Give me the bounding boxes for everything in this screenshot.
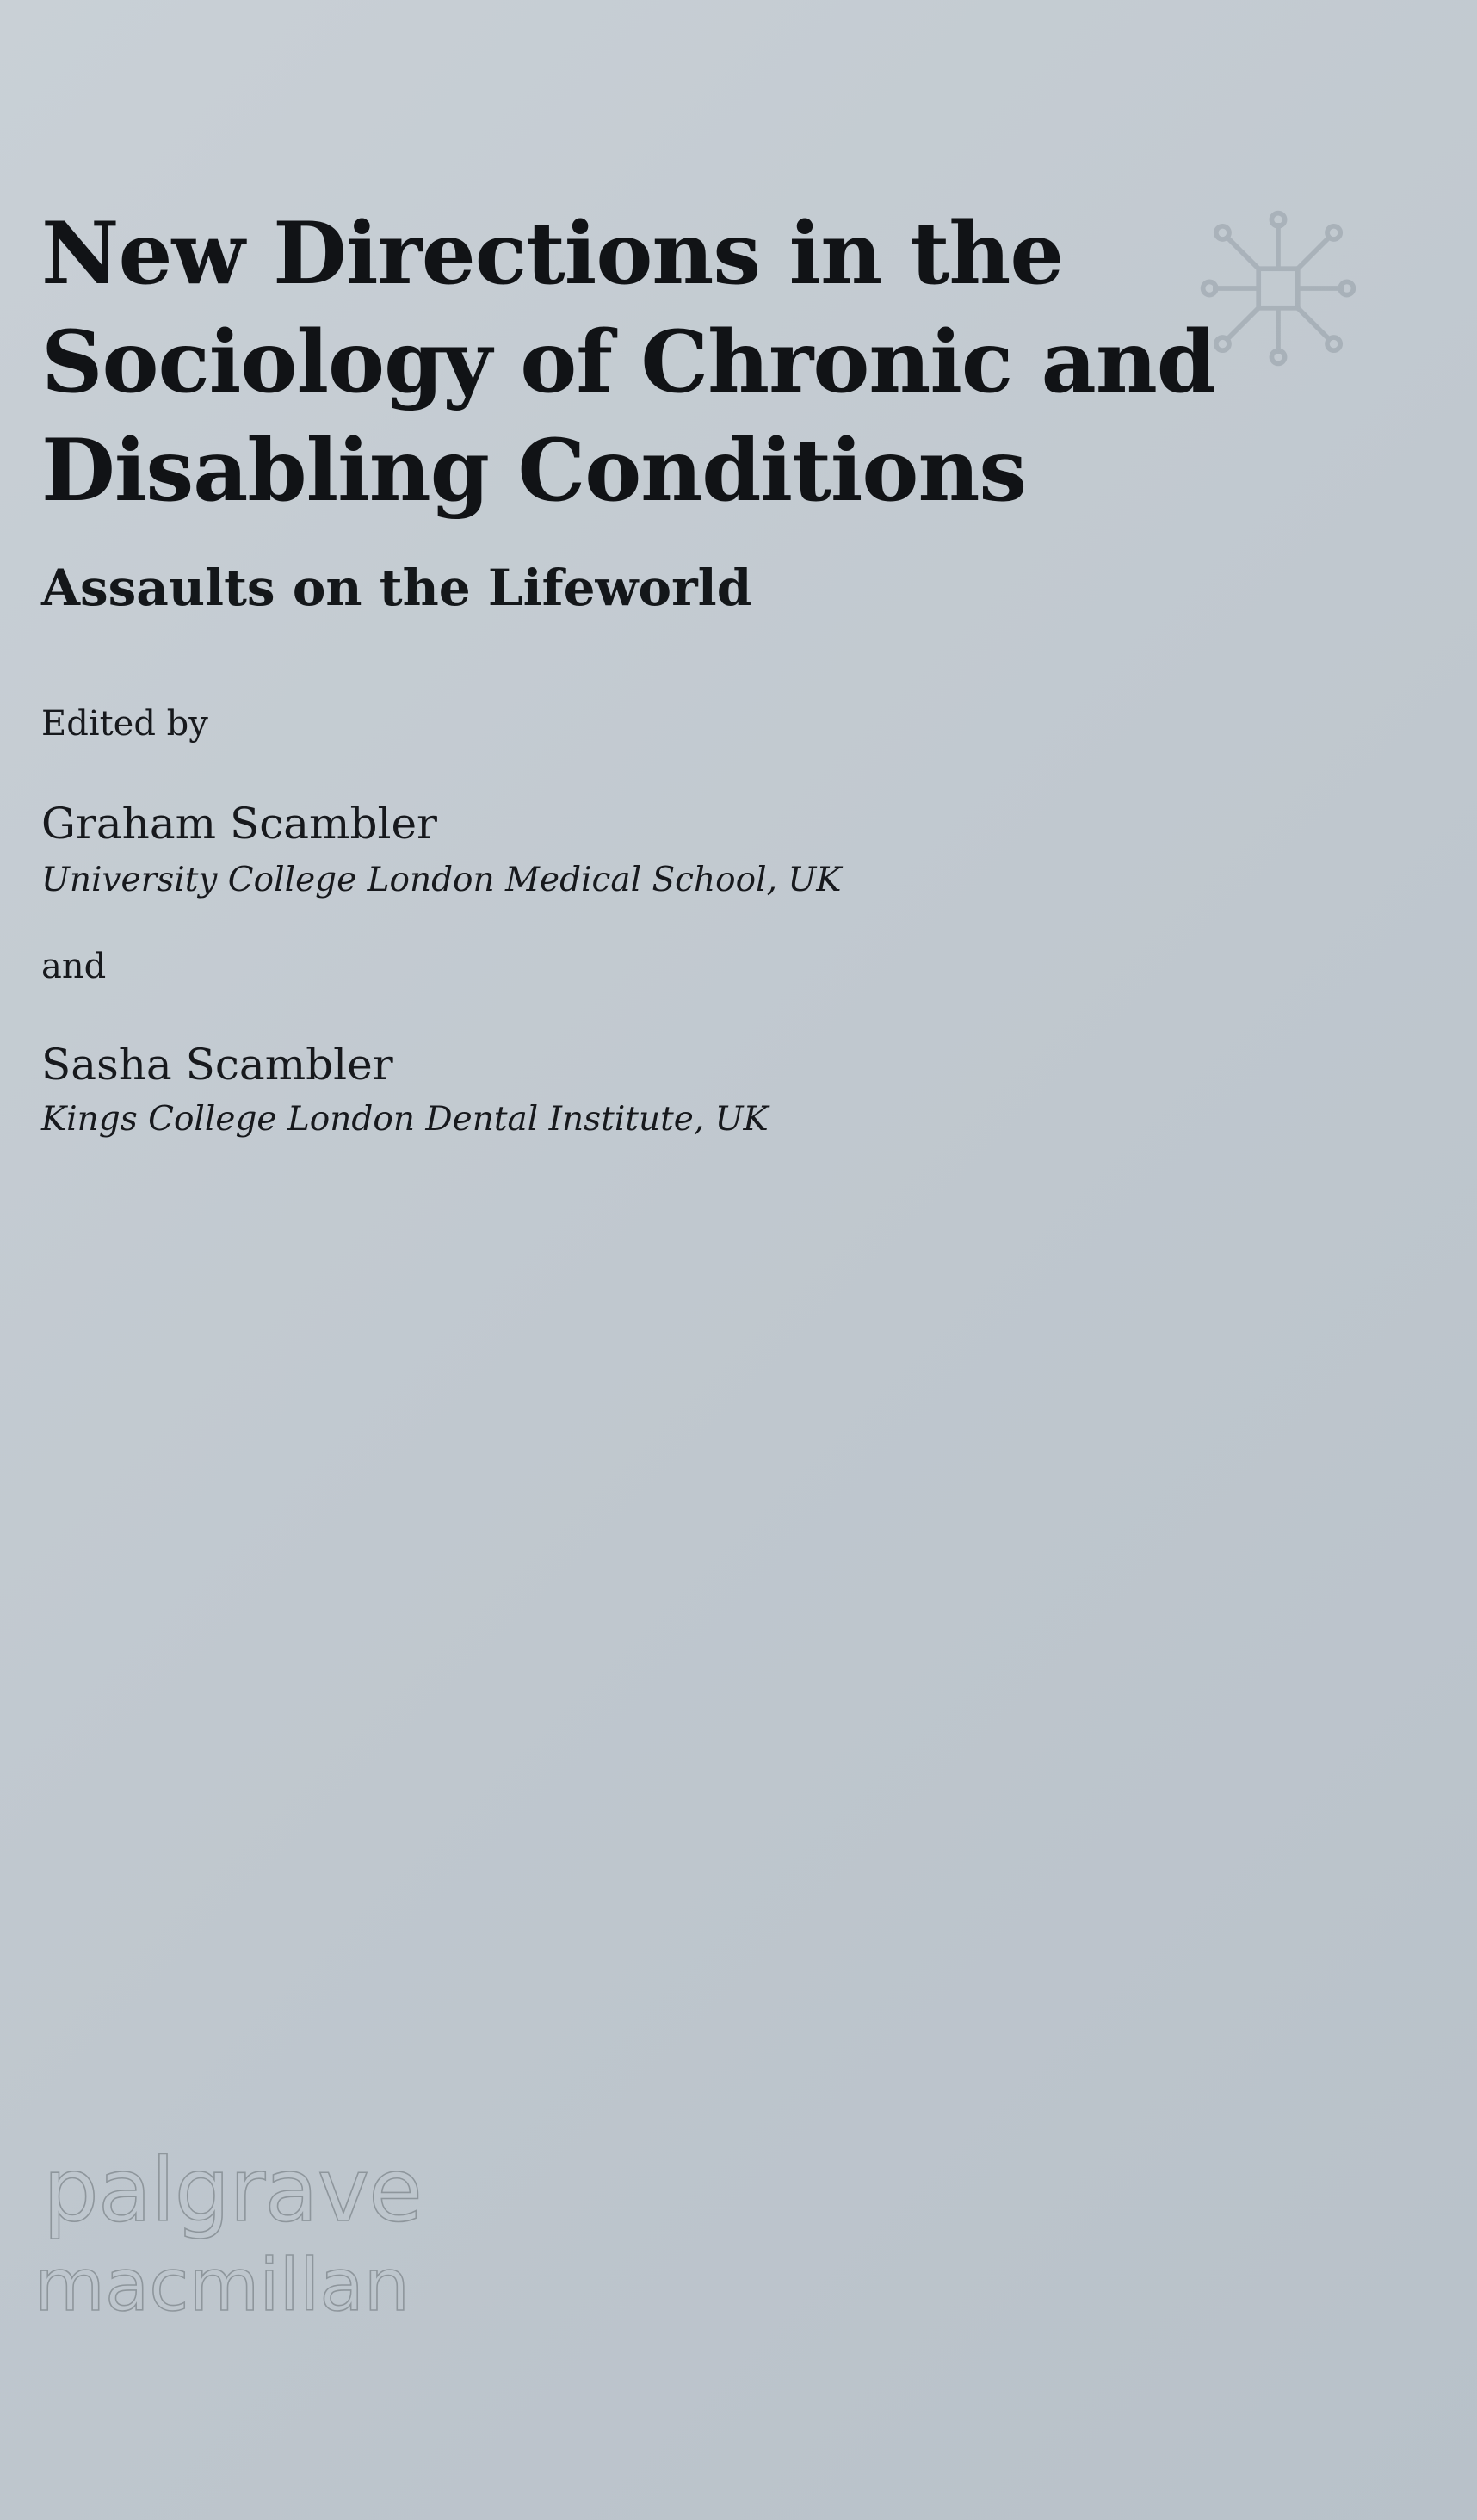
- editor-name: Graham Scambler: [41, 799, 437, 849]
- palgrave-macmillan-logo: [33, 2141, 429, 2331]
- book-title: [41, 200, 1332, 525]
- logo-line-2: macmillan: [34, 2243, 411, 2327]
- editor-name: Sasha Scambler: [41, 1040, 393, 1090]
- logo-line-1: palgrave: [43, 2141, 422, 2242]
- editor-affiliation: University College London Medical School, UK: [41, 861, 842, 899]
- title-line: Sociology of Chronic and: [41, 312, 1216, 412]
- book-subtitle: Assaults on the Lifeworld: [41, 559, 752, 617]
- title-line: Disabling Conditions: [41, 421, 1027, 521]
- title-line: New Directions in the: [41, 204, 1064, 304]
- edited-by-label: Edited by: [41, 704, 208, 744]
- editor-affiliation: Kings College London Dental Institute, UK: [41, 1100, 769, 1139]
- and-label: and: [41, 947, 107, 986]
